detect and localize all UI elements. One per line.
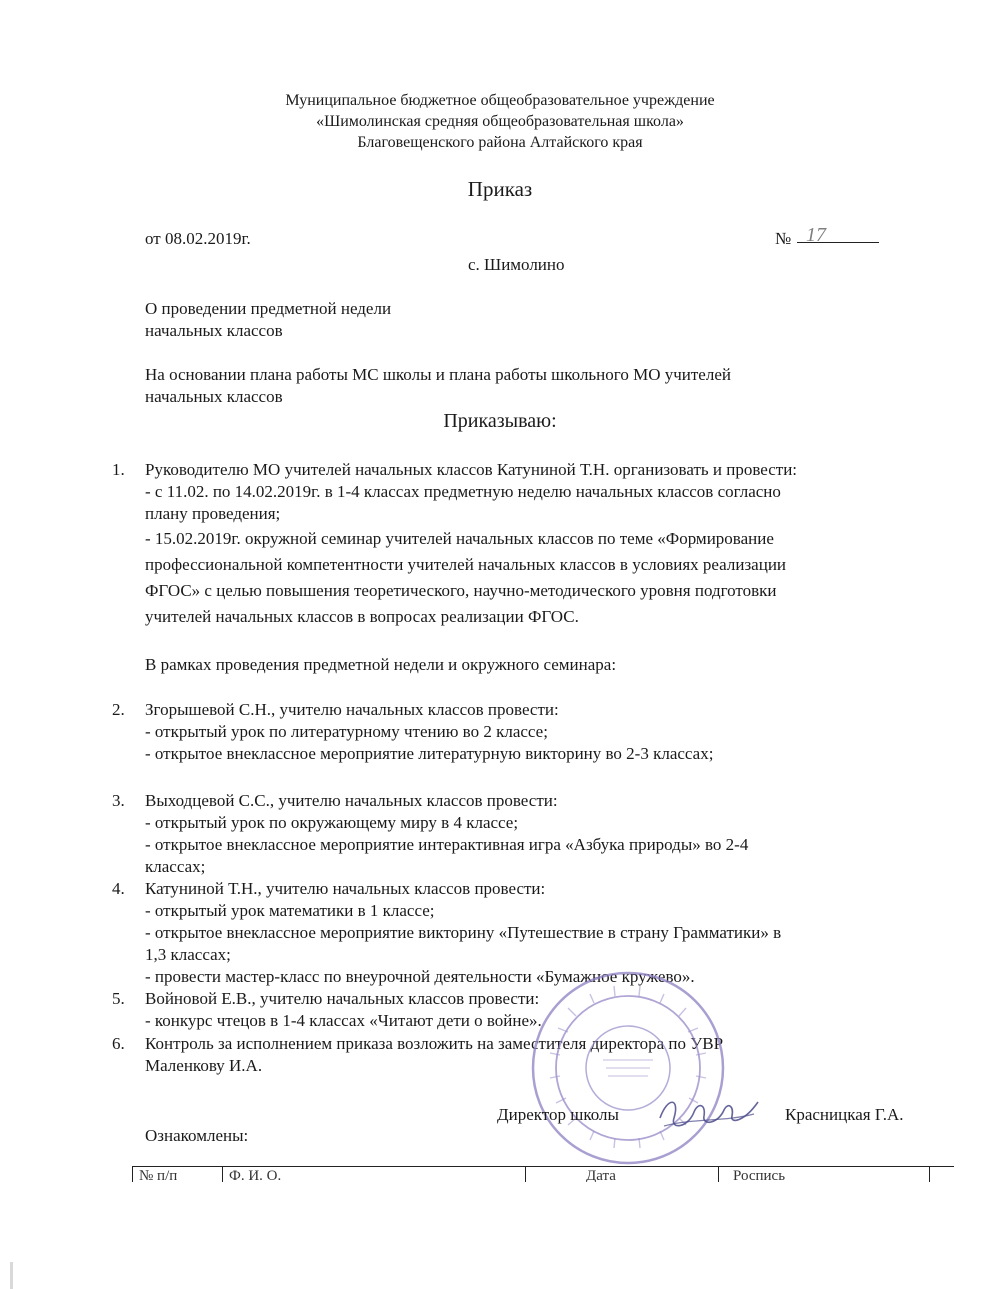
basis-line-2: начальных классов (145, 387, 283, 406)
subject-line-2: начальных классов (145, 321, 283, 340)
item-4-line: - провести мастер-класс по внеурочной деятельности «Бумажное кружево». (145, 967, 695, 986)
scan-edge-mark (10, 1262, 13, 1289)
subject-line-1: О проведении предметной недели (145, 299, 392, 318)
table-header-signature (718, 1166, 930, 1182)
item-5-line: - конкурс чтецов в 1-4 классах «Читают дети о войне». (145, 1011, 542, 1030)
order-basis (145, 364, 731, 408)
order-number-handwritten: 17 (806, 224, 826, 246)
item-3-line: - открытый урок по окружающему миру в 4 классе; (145, 813, 519, 832)
order-subject (145, 298, 391, 342)
item-1-seminar-text (145, 526, 915, 630)
item-3-line: - открытое внеклассное мероприятие интерактивная игра «Азбука природы» во 2-4 (145, 835, 749, 854)
table-header-name (222, 1166, 529, 1182)
item-5-line: Войновой Е.В., учителю начальных классов провести: (145, 989, 540, 1008)
item-6-line: Маленкову И.А. (145, 1056, 263, 1075)
header-line-1: Муниципальное бюджетное общеобразовательное учреждение (285, 92, 715, 109)
item-1-text (145, 459, 915, 525)
item-1-loose-line: - 15.02.2019г. окружной семинар учителей начальных классов по теме «Формирование (145, 529, 774, 548)
director-name: Красницкая Г.А. (785, 1105, 904, 1124)
item-2-line: - открытое внеклассное мероприятие литературную викторину во 2-3 классах; (145, 744, 714, 763)
document-title: Приказ (467, 177, 533, 201)
item-4-line: - открытый урок математики в 1 классе; (145, 901, 435, 920)
institution-header (0, 90, 1000, 153)
order-word: Приказываю: (443, 410, 557, 432)
acquainted-label: Ознакомлены: (145, 1126, 249, 1145)
item-4-line: 1,3 классах; (145, 945, 231, 964)
table-header-signature-text: Роспись (733, 1168, 786, 1182)
item-1-loose-line: учителей начальных классов в вопросах реализации ФГОС. (145, 607, 579, 626)
basis-line-1: На основании плана работы МС школы и плана работы школьного МО учителей (145, 365, 731, 384)
item-6-line: Контроль за исполнением приказа возложить на заместителя директора по УВР (145, 1034, 724, 1053)
item-1-number: 1. (112, 460, 125, 479)
item-4-line: Катуниной Т.Н., учителю начальных классов провести: (145, 879, 546, 898)
item-1-loose-line: профессиональной компетентности учителей начальных классов в условиях реализации (145, 555, 787, 574)
item-2-number: 2. (112, 700, 125, 719)
table-header-name-text: Ф. И. О. (229, 1168, 282, 1182)
director-title: Директор школы (497, 1105, 619, 1124)
item-6-number: 6. (112, 1034, 125, 1053)
item-1-line: - с 11.02. по 14.02.2019г. в 1-4 классах предметную неделю начальных классов согласно (145, 482, 781, 501)
item-3-text (145, 790, 915, 878)
item-3-number: 3. (112, 791, 125, 810)
item-2-text (145, 699, 915, 765)
item-4-number: 4. (112, 879, 125, 898)
header-line-3: Благовещенского района Алтайского края (357, 134, 643, 151)
item-2-line: Згорышевой С.Н., учителю начальных классов провести: (145, 700, 559, 719)
table-header-date-text: Дата (586, 1168, 616, 1182)
item-2-line: - открытый урок по литературному чтению во 2 классе; (145, 722, 548, 741)
item-3-line: классах; (145, 857, 206, 876)
item-4-line: - открытое внеклассное мероприятие викторину «Путешествие в страну Грамматики» в (145, 923, 782, 942)
table-header-number-text: № п/п (139, 1168, 178, 1182)
order-date: от 08.02.2019г. (145, 229, 251, 248)
order-number-line (797, 242, 879, 243)
item-3-line: Выходцевой С.С., учителю начальных классов провести: (145, 791, 558, 810)
item-1-after: В рамках проведения предметной недели и окружного семинара: (145, 655, 617, 674)
item-1-loose-line: ФГОС» с целью повышения теоретического, научно-методического уровня подготовки (145, 581, 777, 600)
item-1-line: плану проведения; (145, 504, 281, 523)
header-line-2: «Шимолинская средняя общеобразовательная школа» (316, 113, 684, 130)
item-1-line: Руководителю МО учителей начальных классов Катуниной Т.Н. организовать и провести: (145, 460, 798, 479)
table-header-number (132, 1166, 227, 1182)
item-5-number: 5. (112, 989, 125, 1008)
school-seal-stamp (528, 968, 728, 1168)
place: с. Шимолино (468, 255, 565, 274)
director-signature (654, 1088, 764, 1138)
order-number-label: № (775, 229, 792, 248)
